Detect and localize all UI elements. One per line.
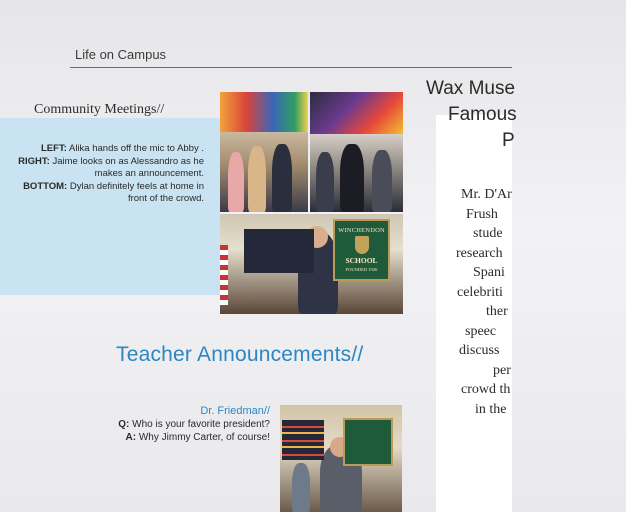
- caption-bottom: [4, 181, 204, 206]
- caption-left: [4, 143, 204, 156]
- body-line: discuss: [459, 343, 500, 358]
- answer-text: Why Jimmy Carter, of course!: [138, 432, 270, 443]
- sign-line: SCHOOL: [345, 256, 378, 265]
- teacher-announcements-title: Teacher Announcements//: [116, 343, 364, 366]
- body-line: stude: [473, 226, 503, 241]
- teacher-name: Dr. Friedman//: [200, 405, 270, 417]
- teacher-qa: [60, 405, 270, 444]
- country-list-banner: [282, 420, 324, 460]
- crest-icon: [355, 236, 369, 254]
- sign-line: FOUNDED 1926: [345, 267, 378, 272]
- body-line: Frush: [466, 206, 498, 222]
- wax-museum-body: [440, 185, 560, 419]
- title-line: Wax Muse: [426, 78, 516, 99]
- body-line: celebriti: [457, 284, 503, 300]
- photo-flag-banner: [310, 92, 403, 134]
- body-line: crowd th: [461, 382, 511, 397]
- country-list-banner: [244, 229, 314, 273]
- body-line: Mr. D'Ar: [461, 187, 512, 202]
- body-line: ther: [486, 304, 508, 319]
- caption-text: Dylan definitely feels at home in front of the crowd.: [69, 180, 204, 204]
- flag-icon: [220, 245, 228, 305]
- caption-label: LEFT:: [41, 143, 67, 154]
- wax-museum-title: [426, 76, 626, 154]
- school-sign: [333, 219, 390, 281]
- caption-label: RIGHT:: [18, 155, 50, 167]
- header-rule: [70, 67, 512, 68]
- body-line: per: [493, 362, 511, 378]
- question-text: Who is your favorite president?: [132, 419, 270, 430]
- question-label: Q:: [118, 419, 130, 430]
- photo-mural: [220, 92, 308, 132]
- photo-captions: [4, 143, 204, 206]
- answer-line: [60, 431, 270, 444]
- answer-label: A:: [125, 432, 137, 443]
- question-line: [60, 418, 270, 431]
- body-line: speec: [465, 323, 497, 339]
- body-line: research: [456, 245, 503, 261]
- title-line: P: [502, 130, 515, 151]
- photo-students-left: [220, 132, 308, 212]
- caption-text: Jaime looks on as Alessandro as he makes an announcement.: [52, 155, 204, 179]
- community-meetings-title: Community Meetings//: [34, 102, 165, 117]
- sign-line: WINCHENDON: [338, 227, 385, 234]
- photo-students-right: [310, 134, 403, 212]
- caption-text: Alika hands off the mic to Abby .: [68, 143, 204, 154]
- section-header: Life on Campus: [75, 47, 167, 62]
- school-sign: [343, 418, 393, 466]
- caption-label: BOTTOM:: [23, 180, 68, 192]
- caption-right: [4, 156, 204, 181]
- body-line: in the: [475, 401, 507, 417]
- body-line: Spani: [473, 265, 505, 280]
- title-line: Famous: [448, 104, 517, 125]
